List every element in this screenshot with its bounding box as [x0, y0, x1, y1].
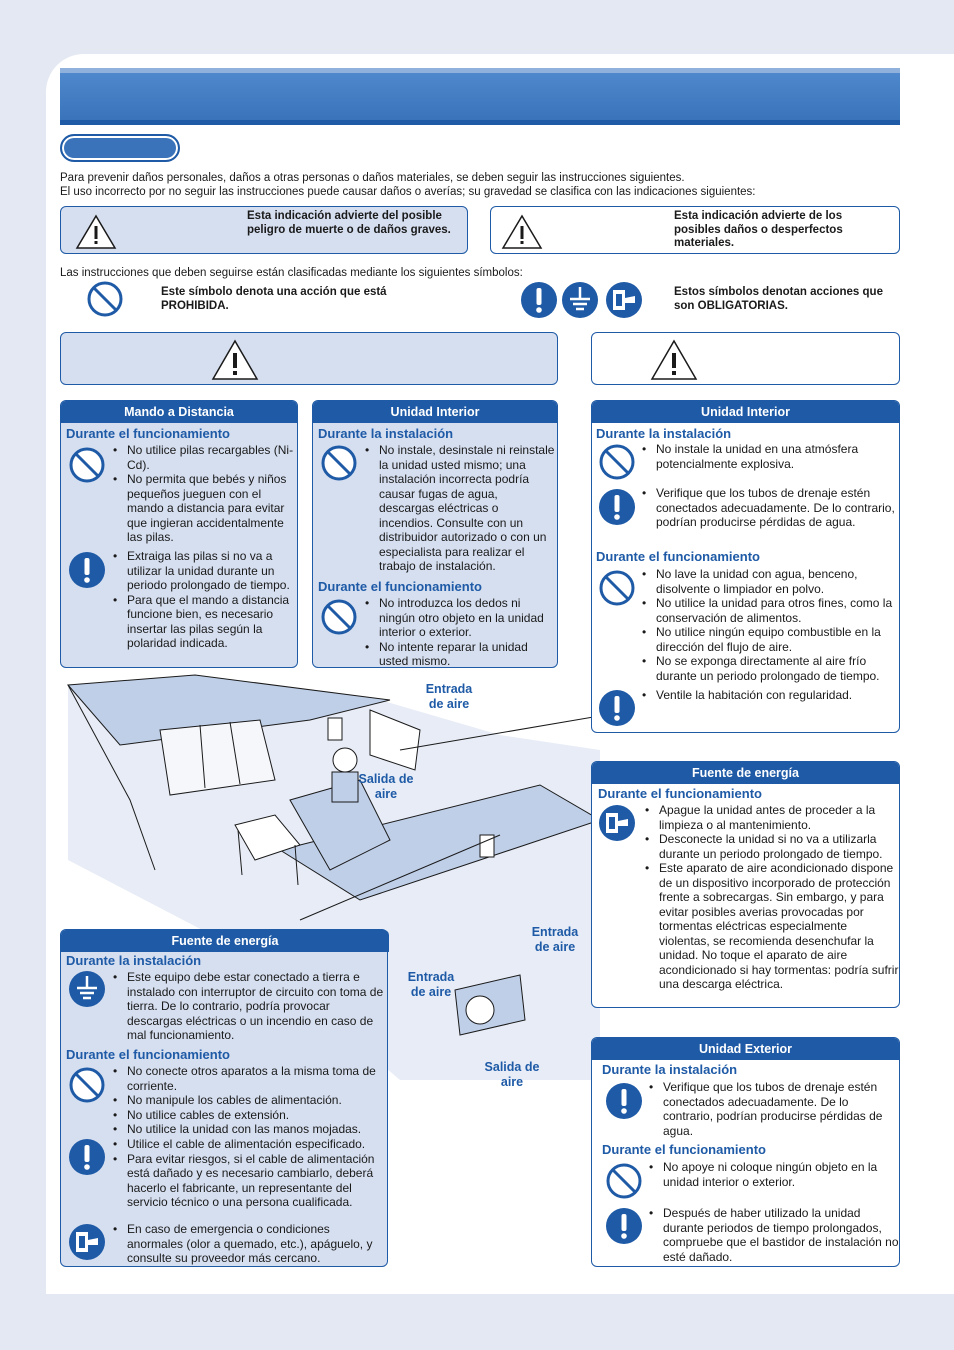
indoor-c-sub1: Durante la instalación [596, 426, 732, 441]
power-w-list-a [113, 970, 385, 1043]
remote-title: Mando a Distancia [61, 401, 297, 423]
title-bar [60, 68, 900, 125]
warning-desc: Esta indicación advierte del posible peligro de muerte o de daños graves. [247, 210, 451, 236]
caution-desc: Esta indicación advierte de los posibles daños o desperfectos materiales. [674, 210, 843, 249]
list-item: • Desconecte la unidad si no va a utilizarla durante un periodo prolongado de tiempo. [645, 832, 899, 861]
list-item: • No apoye ni coloque ningún objeto en la unidad interior o exterior. [649, 1160, 899, 1189]
list-item: • No utilice ningún equipo combustible en la dirección del flujo de aire. [642, 625, 898, 654]
prohibited-icon [68, 1066, 106, 1104]
mandatory-icon [598, 488, 636, 526]
prohibited-icon [598, 569, 636, 607]
label-entrada-outdoor-left: Entrada de aire [407, 970, 455, 999]
outdoor-sub1: Durante la instalación [602, 1062, 738, 1077]
prohibited-icon [68, 446, 106, 484]
symbols-intro: Las instrucciones que deben seguirse están clasificadas mediante los siguientes símbolos: [60, 267, 523, 279]
mandatory-icon [520, 281, 558, 319]
remote-list-a [113, 443, 295, 545]
mandatory-icon [68, 1138, 106, 1176]
list-item: • No utilice pilas recargables (Ni-Cd). [113, 443, 295, 472]
list-item: • No lave la unidad con agua, benceno, disolvente o limpiador en polvo. [642, 567, 898, 596]
mandatory-desc: Estos símbolos denotan acciones que son OBLIGATORIAS. [674, 286, 883, 312]
section-pill [60, 134, 180, 162]
power-w-list-b [113, 1064, 385, 1137]
outdoor-sub2: Durante el funcionamiento [602, 1142, 766, 1157]
list-item: • No intente reparar la unidad usted mismo. [365, 640, 555, 669]
power-w-list-c [113, 1137, 385, 1210]
list-item: • No conecte otros aparatos a la misma toma de corriente. [113, 1064, 385, 1093]
list-item: • Extraiga las pilas si no va a utilizar la unidad durante un periodo prolongado de tiempo. [113, 549, 295, 593]
list-item: • No utilice la unidad con las manos mojadas. [113, 1122, 385, 1137]
list-item: • No manipule los cables de alimentación. [113, 1093, 385, 1108]
outdoor-list-c [649, 1206, 899, 1264]
indoor-c-list-a [642, 442, 898, 471]
list-item: • No instale la unidad en una atmósfera potencialmente explosiva. [642, 442, 898, 471]
list-item: • Este aparato de aire acondicionado dispone de un dispositivo incorporado de protección frente a sobrecargas. Sin embargo, y para evitar posibles averias provocadas por tormentas eléctricas especialmente violentas, se recomienda desenchufar la unidad. No toque el aparato de aire acondicionado si hay tormentas: podría sufrir una descarga eléctrica. [645, 861, 899, 992]
power-c-sub1: Durante el funcionamiento [598, 786, 762, 801]
indoor-c-title: Unidad Interior [592, 401, 899, 423]
mandatory-icon [68, 551, 106, 589]
prohibited-desc: Este símbolo denota una acción que está PROHIBIDA. [161, 286, 387, 312]
list-item: • No introduzca los dedos ni ningún otro objeto en la unidad interior o exterior. [365, 596, 555, 640]
list-item: • Verifique que los tubos de drenaje estén conectados adecuadamente. De lo contrario, podrían producirse pérdidas de agua. [649, 1080, 899, 1138]
indoor-w-sub1: Durante la instalación [318, 426, 454, 441]
list-item: • Este equipo debe estar conectado a tierra e instalado con interruptor de circuito con toma de tierra. De lo contrario, podría provocar descargas eléctricas o un incendio en caso de mal funcionamiento. [113, 970, 385, 1043]
prohibited-icon [320, 598, 358, 636]
indoor-c-list-c [642, 567, 898, 683]
warning-legend [60, 206, 468, 254]
list-item: • Verifique que los tubos de drenaje estén conectados adecuadamente. De lo contrario, podrían producirse pérdidas de agua. [642, 486, 898, 530]
unplug-icon [598, 804, 636, 842]
unplug-icon [68, 1223, 106, 1261]
power-w-list-d [113, 1222, 385, 1266]
caution-legend [490, 206, 900, 254]
indoor-caution-box [591, 400, 900, 733]
prohibited-icon [86, 280, 124, 318]
warning-triangle-icon [75, 214, 117, 250]
outdoor-list-b [649, 1160, 899, 1189]
indoor-w-list-b [365, 596, 555, 669]
list-item: • Apague la unidad antes de proceder a la limpieza o al mantenimiento. [645, 803, 899, 832]
mandatory-icon [605, 1082, 643, 1120]
list-item: • No se exponga directamente al aire frío durante un periodo prolongado de tiempo. [642, 654, 898, 683]
remote-sub1: Durante el funcionamiento [66, 426, 230, 441]
ground-icon [561, 281, 599, 319]
prohibited-icon [320, 444, 358, 482]
ground-icon [68, 970, 106, 1008]
power-w-title: Fuente de energía [61, 930, 389, 952]
label-entrada-indoor: Entrada de aire [425, 682, 473, 711]
list-item: • En caso de emergencia o condiciones anormales (olor a quemado, etc.), apáguelo, y consulte su proveedor más cercano. [113, 1222, 385, 1266]
indoor-w-list-a [365, 443, 555, 574]
caution-banner-icon [650, 339, 698, 381]
outdoor-title: Unidad Exterior [592, 1038, 899, 1060]
power-w-sub1: Durante la instalación [66, 953, 202, 968]
warning-banner-icon [211, 339, 259, 381]
remote-warning-box [60, 400, 298, 668]
list-item: • No permita que bebés y niños pequeños jueguen con el mando a distancia para evitar que ingieran accidentalmente las pilas. [113, 472, 295, 545]
label-salida-outdoor: Salida de aire [484, 1060, 540, 1089]
indoor-warning-box [312, 400, 558, 668]
remote-list-b [113, 549, 295, 651]
list-item: • Para que el mando a distancia funcione bien, es necesario insertar las pilas según la polaridad indicada. [113, 593, 295, 651]
outdoor-list-a [649, 1080, 899, 1138]
prohibited-icon [598, 443, 636, 481]
power-caution-box [591, 761, 900, 1008]
mandatory-icon [605, 1207, 643, 1245]
intro-line1: Para prevenir daños personales, daños a otras personas o daños materiales, se deben seguir las instrucciones siguientes. [60, 172, 685, 184]
list-item: • Ventile la habitación con regularidad. [642, 688, 898, 703]
outdoor-caution-box [591, 1037, 900, 1267]
indoor-c-list-b [642, 486, 898, 530]
label-entrada-outdoor-top: Entrada de aire [531, 925, 579, 954]
list-item: • No utilice la unidad para otros fines, como la conservación de alimentos. [642, 596, 898, 625]
indoor-c-list-d [642, 688, 898, 703]
warning-banner [60, 332, 558, 385]
list-item: • Para evitar riesgos, si el cable de alimentación está dañado y es necesario cambiarlo, deberá hacerlo el fabricante, un representante del servicio técnico o una persona cualificada. [113, 1152, 385, 1210]
power-c-list-a [645, 803, 899, 992]
list-item: • Utilice el cable de alimentación especificado. [113, 1137, 385, 1152]
power-warning-box [60, 929, 388, 1267]
list-item: • No instale, desinstale ni reinstale la unidad usted mismo; una instalación incorrecta podría causar fugas de agua, descargas eléctricas o incendios. Consulte con un distribuidor autorizado o con un especialista para realizar el trabajo de instalación. [365, 443, 555, 574]
power-w-sub2: Durante el funcionamiento [66, 1047, 230, 1062]
list-item: • Después de haber utilizado la unidad durante periodos de tiempo prolongados, compruebe que el bastidor de instalación no esté dañado. [649, 1206, 899, 1264]
unplug-icon [605, 281, 643, 319]
prohibited-icon [605, 1162, 643, 1200]
caution-triangle-icon [501, 214, 543, 250]
mandatory-icon [598, 689, 636, 727]
indoor-c-sub2: Durante el funcionamiento [596, 549, 760, 564]
list-item: • No utilice cables de extensión. [113, 1108, 385, 1123]
intro-line2: El uso incorrecto por no seguir las instrucciones puede causar daños o averías; su gravedad se clasifica con las indicaciones siguientes: [60, 186, 756, 198]
indoor-w-title: Unidad Interior [313, 401, 557, 423]
power-c-title: Fuente de energía [592, 762, 899, 784]
caution-banner [591, 332, 900, 385]
indoor-w-sub2: Durante el funcionamiento [318, 579, 482, 594]
label-salida-indoor: Salida de aire [358, 772, 414, 801]
